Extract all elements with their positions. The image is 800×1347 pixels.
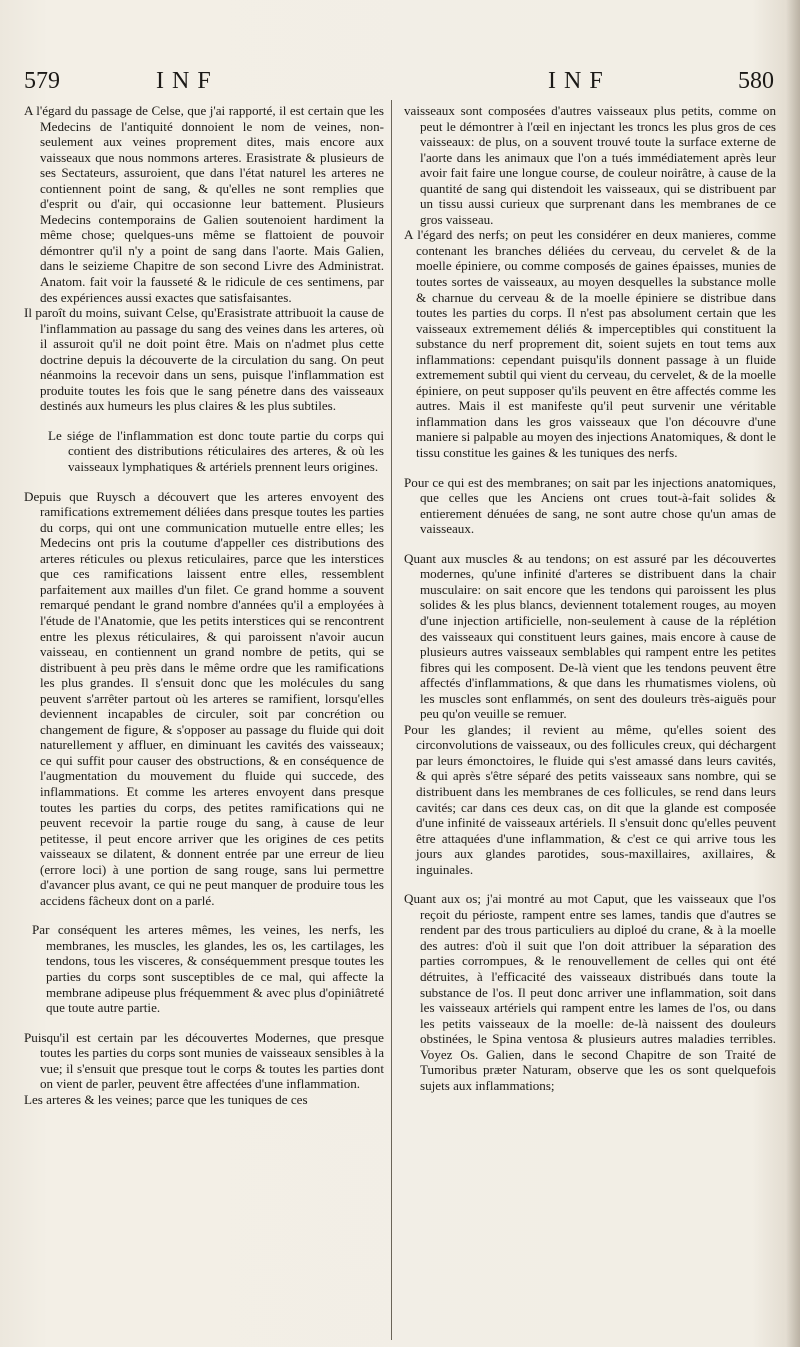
paragraph-decouvertes-modernes: Puisqu'il est certain par les découvertes Modernes, que presque toutes les parties du corps sont munies de vaisseaux sensibles à la vue; il s'ensuit que presque tout le corps & toutes les parties dont on vient de parler, peuvent être affectées d'une inflammation. <box>24 1029 384 1092</box>
page-number-right: 580 <box>738 68 774 94</box>
paragraph-vaisseaux: vaisseaux sont composées d'autres vaisseaux plus petits, comme on peut le démontrer à l'œil en injectant les troncs les plus gros de ces vaisseaux: de plus, on a souvent trouvé toute la surface externe de l'aorte dans les animaux que l'on a tués immédiatement après leur avoir fait faire une longue course, de couleur noirâtre, à cause de la quantité de sang qui distendoit les vaisseaux, qui se distribuent par un tissu aussi curieux que surprenant dans les membranes de ce gros vaisseau. <box>404 103 776 227</box>
page-header <box>20 68 780 102</box>
column-divider <box>391 100 392 1340</box>
paragraph-nerfs: A l'égard des nerfs; on peut les considérer en deux manieres, comme contenant les branches déliées du cerveau, du cervelet & de la moelle épiniere, ou comme composés de gaines épaisses, munies de toutes sortes de vaisseaux, au moyen desquelles la substance molle & charnue du cerveau & de la moelle épiniere se distribue dans toutes les parties du corps. Il n'est pas absolument certain que les vaisseaux extremement déliés & imperceptibles qui constituent la substance du nerf proprement dit, soient sujets en tout tems aux inflammations: cependant puisqu'ils donnent passage à un fluide extremement subtil qui vient du cerveau, du cervelet, & de la moelle épiniere, on peut supposer qu'ils peuvent en être affectés comme les autres. Mais il est manifeste qu'il peut survenir une véritable inflammation dans les gros vaisseaux que l'on découvre d'une maniere si palpable au moyen des injections Anatomiques, & dont le tissu constitue les gaines & les tuniques des nerfs. <box>404 227 776 461</box>
paragraph-arteres-veines: Les arteres & les veines; parce que les tuniques de ces <box>24 1091 308 1107</box>
right-column <box>404 103 776 1339</box>
left-column <box>24 103 384 1339</box>
paragraph-celse: A l'égard du passage de Celse, que j'ai rapporté, il est certain que les Medecins de l'antiquité donnoient le nom de veines, non-seulement aux veines proprement dites, mais encore aux vaisseaux que nous nommons arteres. Erasistrate & plusieurs de ses Sectateurs, assuroient, que dans l'état naturel les arteres ne contiennent point de sang, & qu'elles ne sont remplies que d'esprit ou d'air, qui occasionne leur battement. Plusieurs Medecins contemporains de Galien soutenoient hardiment la même chose; quelques-uns même se flattoient de pouvoir démontrer qu'il n'y a point de sang dans l'aorte. Mais Galien, dans le seizieme Chapitre de son second Livre des Administrat. Anatom. fait voir la fausseté & le ridicule de ces sentimens, par des expériences aussi exactes que satisfaisantes. <box>24 103 384 305</box>
paragraph-parties-susceptibles: Par conséquent les arteres mêmes, les veines, les nerfs, les membranes, les muscles, les glandes, les os, les cartilages, les tendons, tous les visceres, & conséquemment presque toutes les parties du corps sont susceptibles de ce mal, qui affecte la membrane adipeuse plus fréquemment & avec plus d'opiniâtreté que toute autre partie. <box>32 922 384 1016</box>
paragraph-siege-inflammation: Le siége de l'inflammation est donc toute partie du corps qui contient des distributions réticulaires des arteres, & où les vaisseaux lymphatiques & artériels prennent leurs origines. <box>48 427 384 475</box>
page-edge-shadow <box>786 0 800 1347</box>
paragraph-membranes: Pour ce qui est des membranes; on sait par les injections anatomiques, que celles que les Anciens ont crues tout-à-fait solides & entierement dénuées de sang, ne sont autre chose qu'un amas de vaisseaux. <box>404 474 776 537</box>
paragraph-erasistrate: Il paroît du moins, suivant Celse, qu'Erasistrate attribuoit la cause de l'inflammation au passage du sang des veines dans les arteres, où il assuroit qu'il ne doit point être. Mais on n'admet plus cette doctrine depuis la découverte de la circulation du sang. On peut néanmoins la recevoir dans un sens, puisque l'inflammation est produite toutes les fois que le sang pénetre dans des vaisseaux destinés aux humeurs les plus claires & les plus subtiles. <box>24 305 384 414</box>
paragraph-glandes: Pour les glandes; il revient au même, qu'elles soient des circonvolutions de vaisseaux, ou des follicules creux, qui déchargent par leurs émonctoires, le fluide qui s'est amassé dans leurs cavités, & qui après s'être séparé des petits vaisseaux sans nombre, qui se distribuent dans les membranes de ces follicules, se rend dans leurs cavités; car dans ces deux cas, on dit que la glande est composée d'une infinité de vaisseaux artériels. Il s'ensuit donc qu'elles peuvent être attaquées d'une inflammation, & c'est ce qui arrive tous les jours aux glandes parotides, sous-maxillaires, axillaires, & inguinales. <box>404 721 776 877</box>
running-title-left: INF <box>156 68 219 94</box>
paragraph-ruysch: Depuis que Ruysch a découvert que les arteres envoyent des ramifications extremement déliées dans presque toutes les parties du corps, qui ont une communication mutuelle entre elles; les Medecins ont pris la coutume d'appeller ces distributions des arteres réticules ou plexus reticulaires, parce que les interstices que ces ramifications laissent entre elles, ressemblent parfaitement aux mailles d'un filet. Ce grand homme a souvent remarqué pendant le grand nombre d'années qu'il a employées à l'étude de l'Anatomie, que les petits interstices qui se rencontrent entre les plexus réticulaires, & qui paroissent n'avoir aucun vaisseau, en contiennent un grand nombre de petits, qui se distribuent à peu près dans le même ordre que les ramifications les plus grandes. Il s'ensuit donc que les molécules du sang peuvent s'arrêter partout où les arteres se ramifient, lorsqu'elles deviennent incapables de circuler, soit par concrétion ou changement de figure, & s'opposer au passage du fluide qui doit naturellement y affluer, en diminuant les cavités des vaisseaux; ce qui suffit pour causer des obstructions, & en conséquence de l'augmentation du mouvement du fluide qui succede, des inflammations. Et comme les arteres envoyent dans presque toutes les parties du corps, des petites ramifications qui ne peuvent recevoir la partie rouge du sang, à cause de leur petitesse, il peut encore arriver que les origines de ces petits vaisseaux se dilatent, & donnent entrée par une erreur de lieu (errore loci) à une portion de sang rouge, sans lui permettre d'avancer plus avant, ce qui ne peut manquer de produire tous les accidens fâcheux dont on a parlé. <box>24 488 384 908</box>
paragraph-muscles-tendons: Quant aux muscles & au tendons; on est assuré par les découvertes modernes, qu'une infinité d'arteres se distribuent dans la chair musculaire: on sait encore que les tendons qui paroissent les plus solides & les plus blancs, deviennent totalement rouges, au moyen d'une injection artificielle, non-seulement à cause de la réplétion des vaisseaux qui constituent leurs gaines, mais encore à cause de plusieurs autres vaisseaux semblables qui rampent entre les petites fibres qui les composent. De-là vient que les tendons peuvent être affectés d'inflammations, & que dans les rhumatismes violens, où les muscles sont enflammés, on sent des douleurs très-aiguës pour peu qu'on veuille se remuer. <box>404 550 776 722</box>
page-number-left: 579 <box>24 68 60 94</box>
running-title-right: INF <box>548 68 611 94</box>
paragraph-os: Quant aux os; j'ai montré au mot Caput, que les vaisseaux que l'os reçoit du périoste, rampent entre ses lames, tandis que d'autres se rendent par des trous particuliers au diploé du crane, & à la moelle des autres: d'où il suit que l'on doit attribuer la séparation des parties corrompues, & le renouvellement de celles qui ont été détruites, à l'efficacité des vaisseaux distribués dans toute la substance de l'os. Il peut donc arriver une inflammation, soit dans les vaisseaux artériels qui rampent entre les lames de l'os, ou dans les petits vaisseaux de la moelle: de-là naissent des douleurs obstinées, le Spina ventosa & plusieurs autres maladies terribles. Voyez Os. Galien, dans le second Chapitre de son Traité de Tumoribus præter Naturam, observe que les os sont quelquefois sujets aux inflammations; <box>404 891 776 1093</box>
